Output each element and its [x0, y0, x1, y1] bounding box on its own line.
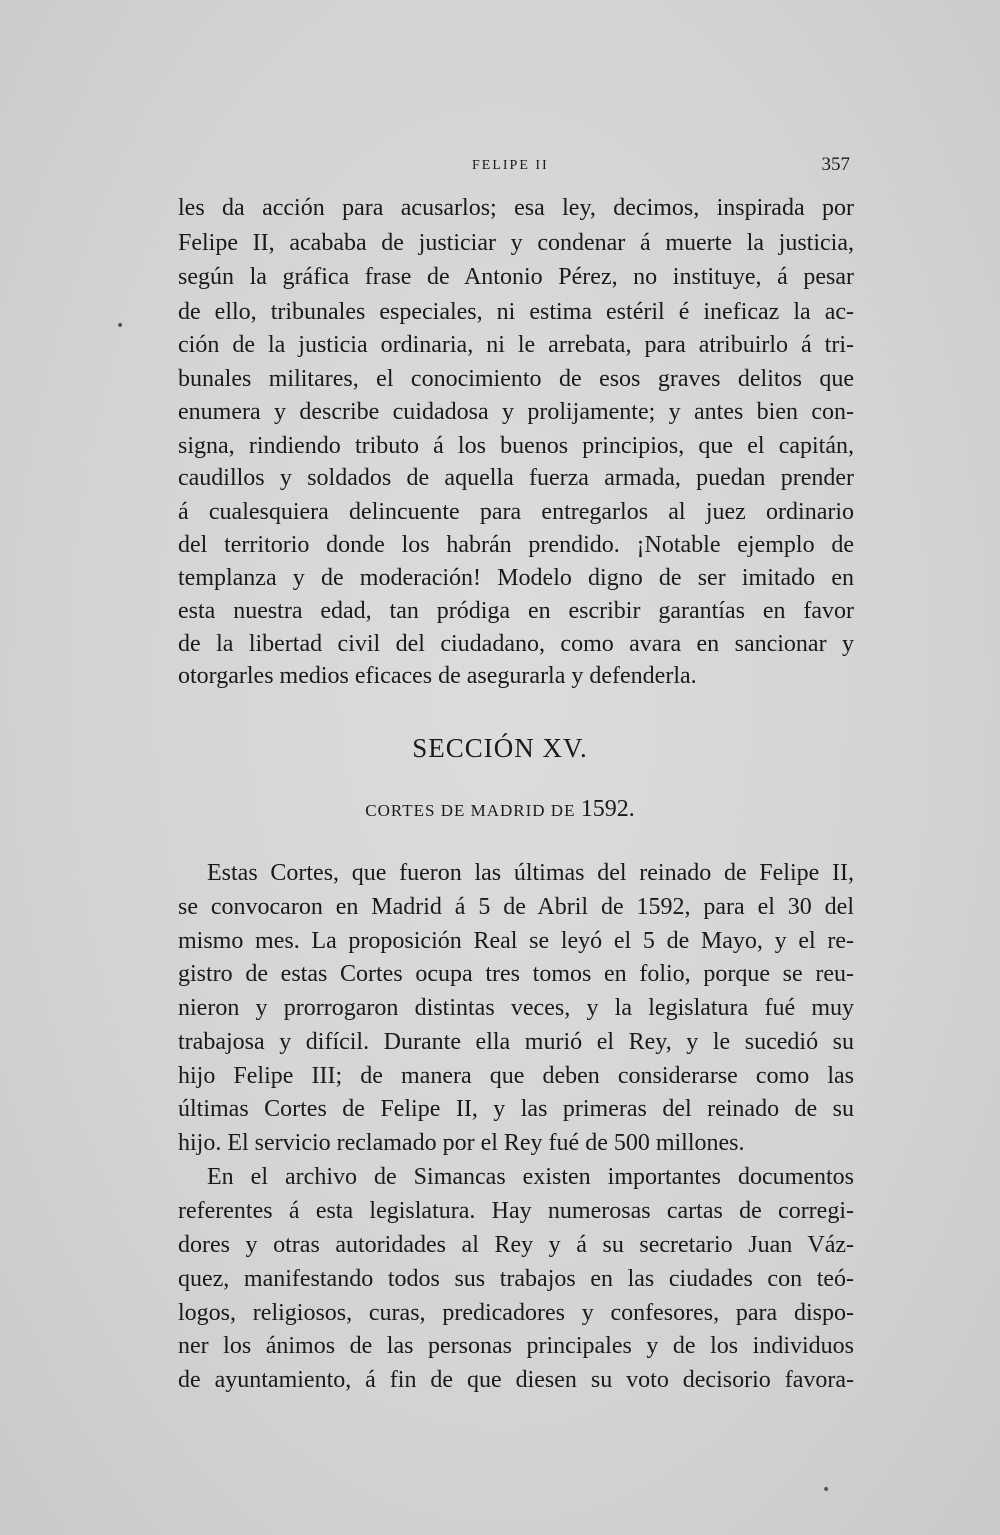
- page-header: [178, 154, 854, 184]
- text-line: ner los ánimos de las personas principales y de los individuos: [178, 1333, 854, 1359]
- page-number: 357: [821, 154, 850, 175]
- text-line: Estas Cortes, que fueron las últimas del reinado de Felipe II,: [207, 860, 854, 886]
- text-line: hijo. El servicio reclamado por el Rey fué de 500 millones.: [178, 1130, 745, 1156]
- text-line: dores y otras autoridades al Rey y á su secretario Juan Váz-: [178, 1232, 854, 1258]
- running-head: FELIPE II: [472, 158, 549, 173]
- text-line: signa, rindiendo tributo á los buenos principios, que el capitán,: [178, 433, 854, 459]
- text-line: trabajosa y difícil. Durante ella murió el Rey, y le sucedió su: [178, 1029, 854, 1055]
- text-line: enumera y describe cuidadosa y prolijamente; y antes bien con-: [178, 399, 854, 425]
- margin-mark: •: [822, 1482, 831, 1498]
- text-line: les da acción para acusarlos; esa ley, decimos, inspirada por: [178, 195, 854, 221]
- text-line: esta nuestra edad, tan pródiga en escribir garantías en favor: [178, 598, 854, 624]
- text-line: á cualesquiera delincuente para entregarlos al juez ordinario: [178, 499, 854, 525]
- text-line: gistro de estas Cortes ocupa tres tomos en folio, porque se reu-: [178, 961, 854, 987]
- section-subtitle-text: CORTES DE MADRID DE: [365, 801, 581, 820]
- text-line: hijo Felipe III; de manera que deben considerarse como las: [178, 1063, 854, 1089]
- text-line: bunales militares, el conocimiento de esos graves delitos que: [178, 366, 854, 392]
- text-line: otorgarles medios eficaces de asegurarla y defenderla.: [178, 663, 697, 689]
- section-title: SECCIÓN XV.: [412, 733, 588, 763]
- text-line: nieron y prorrogaron distintas veces, y la legislatura fué muy: [178, 995, 854, 1021]
- text-line: según la gráfica frase de Antonio Pérez, no instituye, á pesar: [178, 264, 854, 290]
- section-subtitle: [0, 796, 1000, 823]
- text-line: Felipe II, acababa de justiciar y condenar á muerte la justicia,: [178, 230, 854, 256]
- text-line: templanza y de moderación! Modelo digno de ser imitado en: [178, 565, 854, 591]
- text-line: quez, manifestando todos sus trabajos en las ciudades con teó-: [178, 1266, 854, 1292]
- text-line: de ayuntamiento, á fin de que diesen su voto decisorio favora-: [178, 1367, 854, 1393]
- text-line: de la libertad civil del ciudadano, como avara en sancionar y: [178, 631, 854, 657]
- section-subtitle-year: 1592.: [580, 796, 635, 822]
- text-line: de ello, tribunales especiales, ni estima estéril é ineficaz la ac-: [178, 299, 854, 325]
- text-line: logos, religiosos, curas, predicadores y confesores, para dispo-: [178, 1300, 854, 1326]
- text-line: mismo mes. La proposición Real se leyó el 5 de Mayo, y el re-: [178, 928, 854, 954]
- margin-mark: •: [116, 318, 125, 334]
- text-line: En el archivo de Simancas existen importantes documentos: [207, 1164, 854, 1190]
- text-line: se convocaron en Madrid á 5 de Abril de 1592, para el 30 del: [178, 894, 854, 920]
- text-line: ción de la justicia ordinaria, ni le arrebata, para atribuirlo á tri-: [178, 332, 854, 358]
- text-line: referentes á esta legislatura. Hay numerosas cartas de corregi-: [178, 1198, 854, 1224]
- text-line: últimas Cortes de Felipe II, y las primeras del reinado de su: [178, 1096, 854, 1122]
- text-line: caudillos y soldados de aquella fuerza armada, puedan prender: [178, 465, 854, 491]
- text-line: del territorio donde los habrán prendido. ¡Notable ejemplo de: [178, 532, 854, 558]
